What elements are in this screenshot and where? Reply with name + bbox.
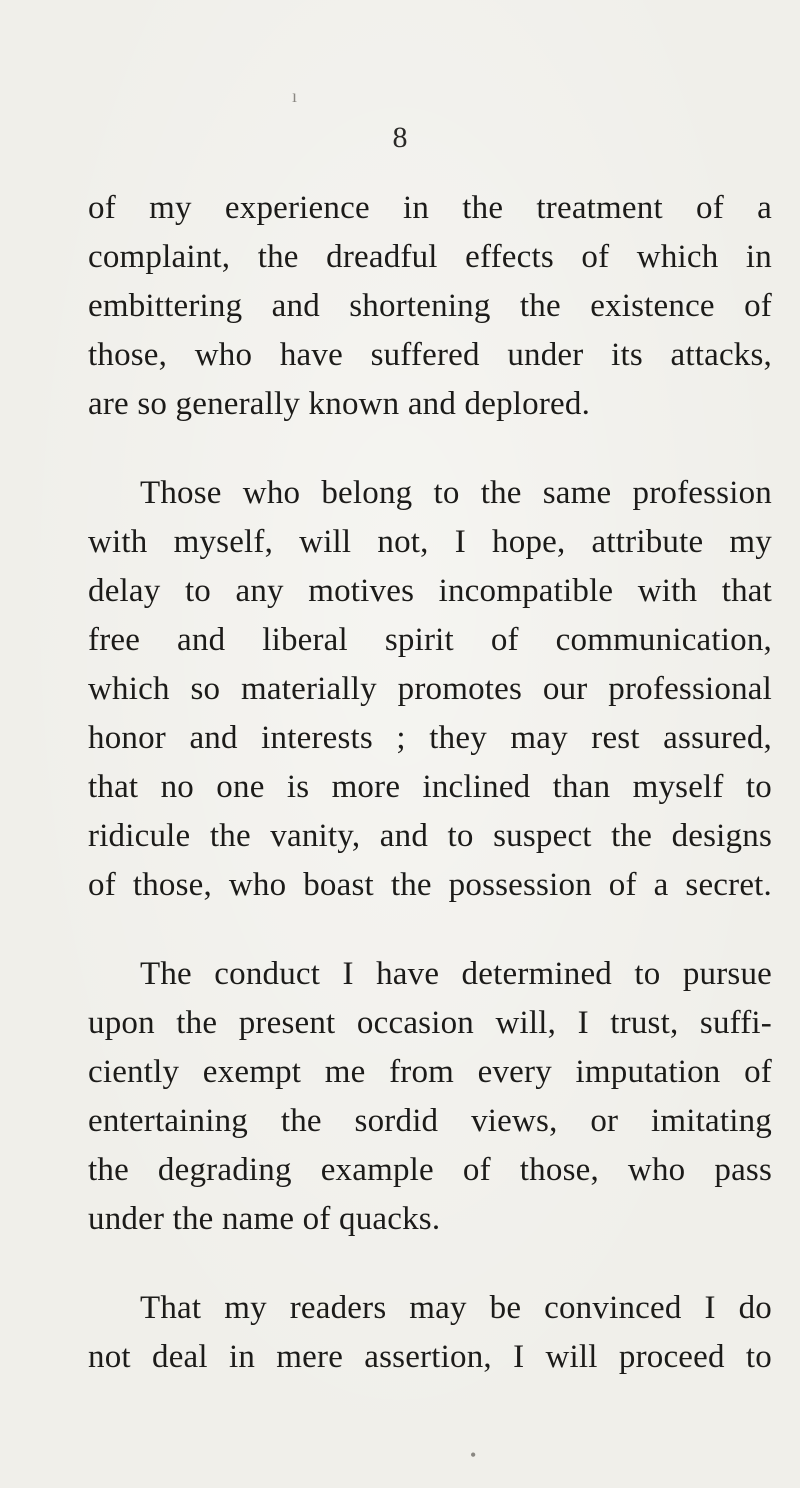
text-line: upon the present occasion will, I trust, suffi- [88, 1005, 772, 1041]
text-line: free and liberal spirit of communication, [88, 622, 772, 658]
text-line: are so generally known and deplored. [88, 386, 591, 422]
paragraph [88, 469, 772, 910]
text-line: Those who belong to the same profession [140, 475, 772, 511]
paragraph [88, 1284, 772, 1382]
paragraph [88, 184, 772, 429]
ink-speck: ı [292, 86, 298, 106]
text-line: ciently exempt me from every imputation of [88, 1054, 772, 1090]
text-line: That my readers may be convinced I do [140, 1290, 772, 1326]
text-line: honor and interests ; they may rest assured, [88, 720, 772, 756]
text-line: which so materially promotes our professional [88, 671, 772, 707]
text-line: complaint, the dreadful effects of which in [88, 239, 772, 275]
text-line: the degrading example of those, who pass [88, 1152, 772, 1188]
text-line: ridicule the vanity, and to suspect the designs [88, 818, 772, 854]
text-line: not deal in mere assertion, I will proceed to [88, 1339, 772, 1375]
text-line: that no one is more inclined than myself to [88, 769, 772, 805]
text-line: under the name of quacks. [88, 1201, 441, 1237]
text-line: those, who have suffered under its attacks, [88, 337, 772, 373]
text-line: The conduct I have determined to pursue [140, 956, 772, 992]
text-line: entertaining the sordid views, or imitating [88, 1103, 772, 1139]
text-line: delay to any motives incompatible with that [88, 573, 772, 609]
ink-speck: • [470, 1445, 477, 1465]
page-number: 8 [392, 121, 408, 154]
text-line: of my experience in the treatment of a [88, 190, 772, 226]
text-line: of those, who boast the possession of a secret. [88, 867, 772, 903]
text-line: embittering and shortening the existence of [88, 288, 772, 324]
body-text [88, 184, 772, 1382]
text-line: with myself, will not, I hope, attribute my [88, 524, 772, 560]
paragraph [88, 950, 772, 1244]
